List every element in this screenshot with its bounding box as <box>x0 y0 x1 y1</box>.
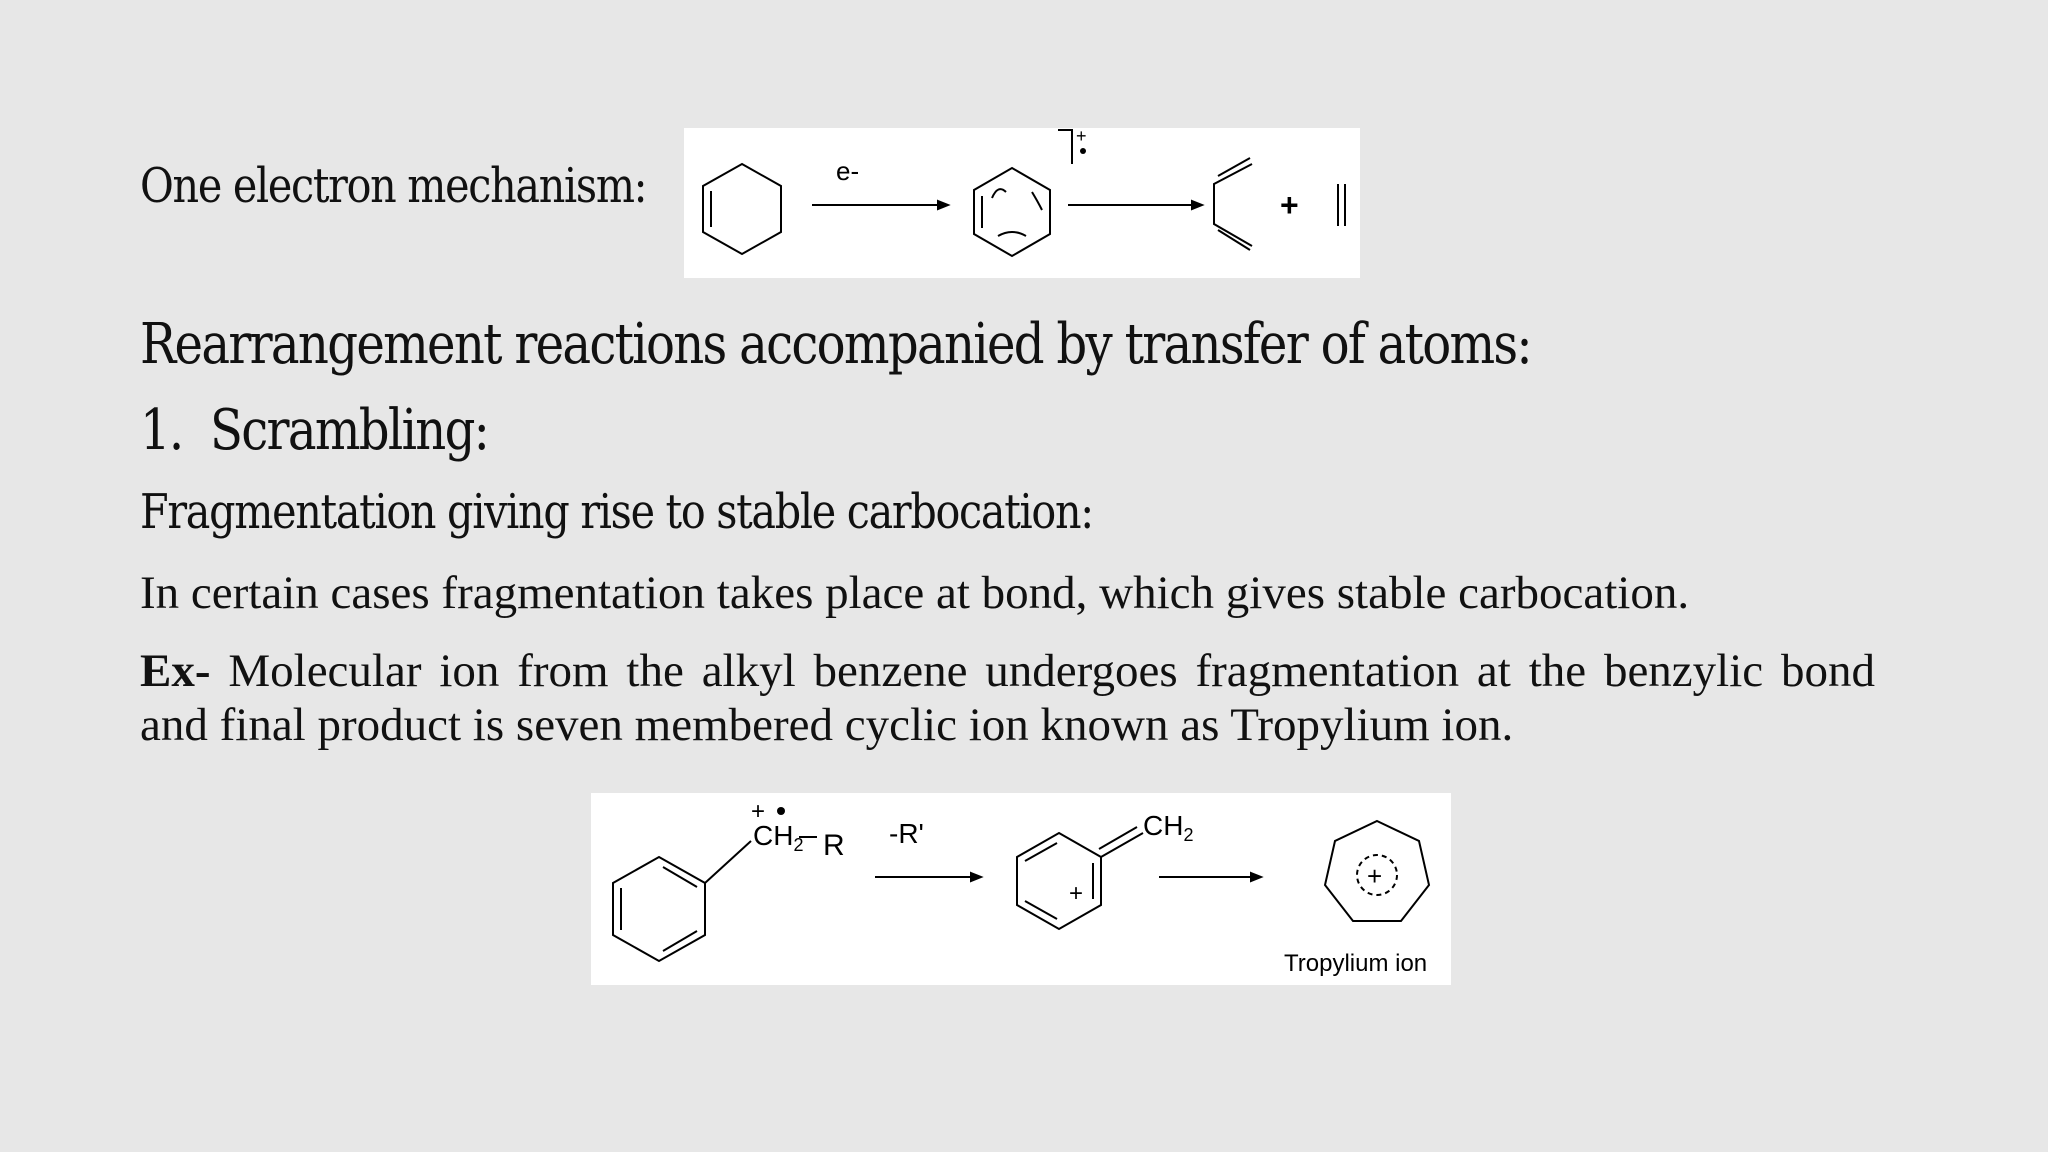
benzylic-bond <box>705 841 751 883</box>
radical-cation-charge: + <box>751 798 766 825</box>
tropylium-caption: Tropylium ion <box>1284 950 1428 977</box>
tropylium-charge: + <box>1367 861 1383 891</box>
plus-sign: + <box>1280 187 1299 223</box>
example-prefix: Ex- <box>140 645 211 697</box>
fragmentation-heading: Fragmentation giving rise to stable carbocation: <box>140 484 1093 540</box>
radical-cation-charge: + <box>1076 128 1087 146</box>
ring-charge: + <box>1069 880 1084 907</box>
one-electron-mechanism-figure <box>684 128 1360 278</box>
radical-cation-ring <box>974 168 1050 256</box>
ch2-label: $CH_2$ <box>753 820 804 855</box>
butadiene-product <box>1214 164 1252 246</box>
electron-reagent-label: e- <box>836 156 860 186</box>
r-label: R <box>823 829 845 862</box>
paragraph-1: In certain cases fragmentation takes place at bond, which gives stable carbocation. <box>140 567 1690 619</box>
benzene-ring <box>613 857 705 961</box>
paragraph-2 <box>140 644 1875 752</box>
product-ch2-label: $CH_2$ <box>1143 810 1194 845</box>
benzyl-cation-ring <box>1017 833 1101 929</box>
scrambling-label: Scrambling: <box>210 398 489 463</box>
cyclohexene-ring <box>703 164 781 254</box>
radical-dot <box>1080 148 1086 154</box>
radical-cation-bracket <box>1058 130 1072 164</box>
one-electron-mechanism-label: One electron mechanism: <box>140 158 647 214</box>
retro-diels-alder-diagram <box>684 128 1360 278</box>
radical-dot <box>777 807 785 815</box>
tropylium-diagram <box>591 793 1451 985</box>
example-text: Molecular ion from the alkyl benzene undergoes fragmentation at the benzylic bond and final product is seven membered cyclic ion known as Tropylium ion. <box>140 645 1875 751</box>
rearrangement-heading: Rearrangement reactions accompanied by transfer of atoms: <box>140 312 1531 377</box>
tropylium-formation-figure <box>591 793 1451 985</box>
leaving-group-label: -R' <box>889 818 924 849</box>
scrambling-number: 1. <box>140 398 183 463</box>
scrambling-heading <box>140 398 488 463</box>
